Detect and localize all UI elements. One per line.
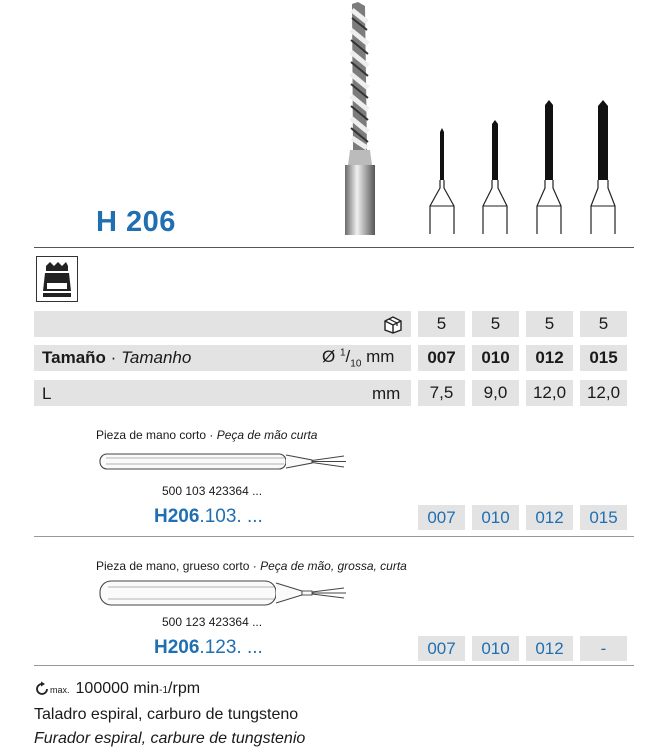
pack-cell-1: 5: [418, 311, 465, 337]
description-pt: Furador espiral, carbure de tungstenio: [34, 730, 306, 747]
variant-1-size-4[interactable]: 015: [580, 505, 627, 530]
length-row-bg: [34, 380, 411, 406]
speed-sup: -1: [159, 685, 169, 696]
variant-1-image: [96, 449, 352, 475]
package-icon: [381, 314, 405, 339]
size-unit-label: Ø $^1/_{10}$ mm: [322, 347, 395, 370]
variant-1-size-1[interactable]: 007: [418, 505, 465, 530]
variant-1-size-2[interactable]: 010: [472, 505, 519, 530]
size-cell-3: 012: [526, 345, 573, 371]
variant-2-size-4: -: [580, 636, 627, 661]
bur-010-image: [483, 120, 507, 234]
variant-2-code: 500 123 423364 ...: [162, 615, 263, 629]
variant-2-image: [96, 578, 352, 610]
pack-cell-3: 5: [526, 311, 573, 337]
variant-divider-1: [34, 536, 634, 537]
variant-divider-2: [34, 665, 634, 666]
size-label: Tamaño · Tamanho: [42, 348, 192, 367]
length-unit: mm: [372, 384, 401, 403]
variant-2-label: Pieza de mano, grueso corto · Peça de mão, grossa, curta: [96, 559, 407, 573]
bur-015-image: [591, 100, 615, 234]
size-cell-1: 007: [418, 345, 465, 371]
speed-value: 100000 min: [75, 680, 160, 697]
variant-1-label: Pieza de mano corto · Peça de mão curta: [96, 428, 318, 442]
pack-cell-2: 5: [472, 311, 519, 337]
drill-image: [335, 0, 385, 238]
length-cell-3: 12,0: [526, 380, 573, 406]
variant-1-size-3[interactable]: 012: [526, 505, 573, 530]
size-cell-4: 015: [580, 345, 627, 371]
length-cell-2: 9,0: [472, 380, 519, 406]
speed-sub: max.: [50, 685, 70, 695]
variant-1-code: 500 103 423364 ...: [162, 484, 263, 498]
speed-line: [34, 680, 200, 698]
bur-images: [415, 96, 635, 238]
variant-2-size-1[interactable]: 007: [418, 636, 465, 661]
header-divider: [34, 247, 634, 248]
speed-unit: /rpm: [168, 680, 201, 697]
variant-2-reference: H206.123. ...: [154, 637, 263, 658]
variant-1-reference: H206.103. ...: [154, 506, 263, 527]
handpiece-icon: [36, 256, 78, 302]
product-title: H 206: [96, 206, 176, 238]
bur-007-image: [430, 128, 454, 234]
description-es: Taladro espiral, carburo de tungsteno: [34, 706, 299, 723]
pack-cell-4: 5: [580, 311, 627, 337]
pack-row-bg: [34, 311, 411, 337]
size-cell-2: 010: [472, 345, 519, 371]
length-cell-4: 12,0: [580, 380, 627, 406]
bur-012-image: [537, 100, 561, 234]
length-cell-1: 7,5: [418, 380, 465, 406]
variant-2-size-2[interactable]: 010: [472, 636, 519, 661]
length-label: L: [42, 384, 52, 403]
variant-2-size-3[interactable]: 012: [526, 636, 573, 661]
rotation-icon: [34, 681, 50, 697]
